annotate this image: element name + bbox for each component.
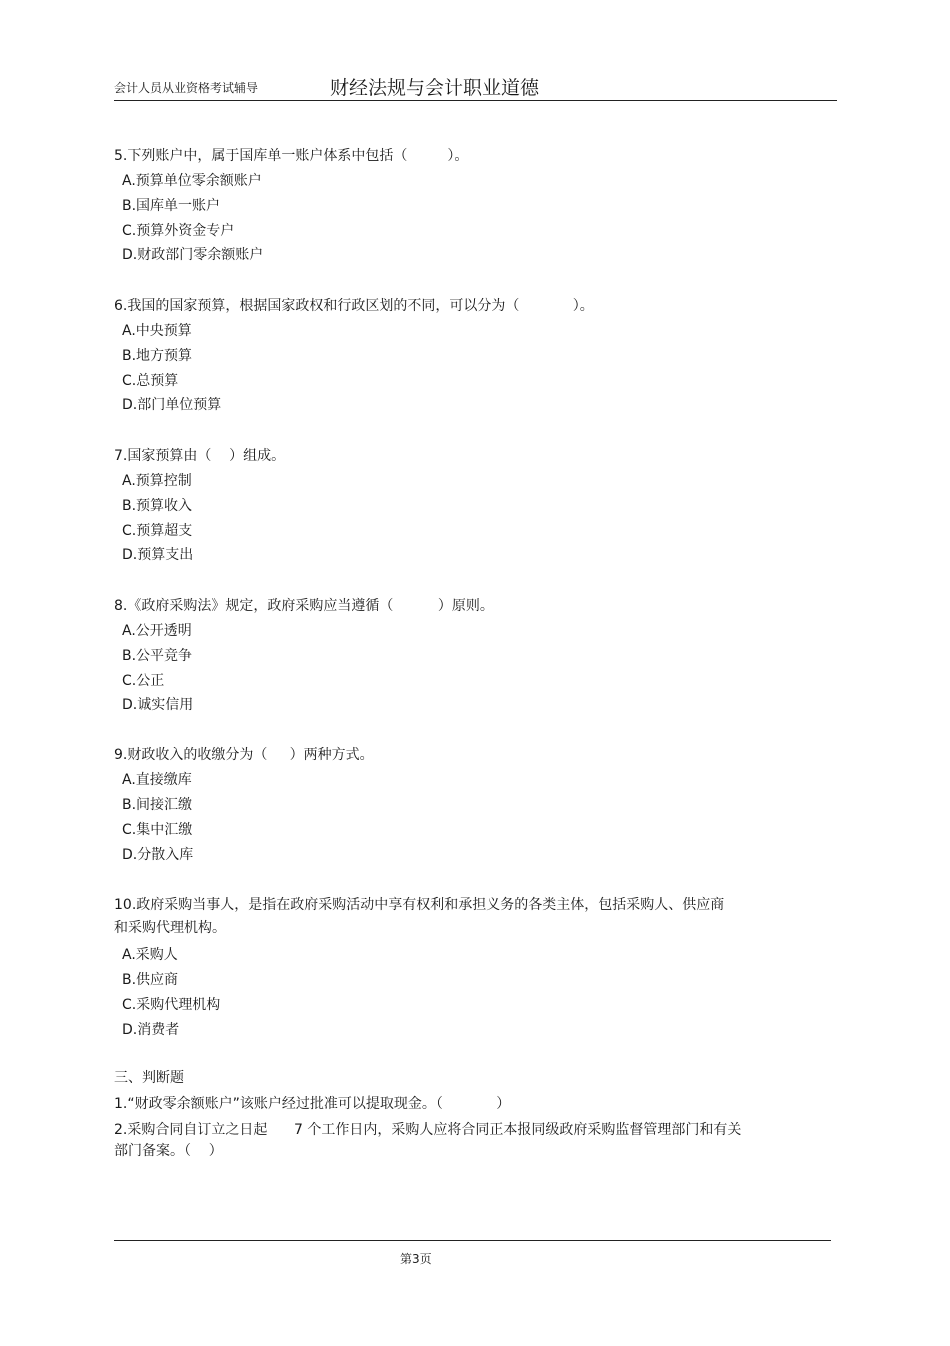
- question-option: C.公正: [122, 673, 165, 689]
- question-stem: 10.政府采购当事人，是指在政府采购活动中享有权利和承担义务的各类主体，包括采购人、供应商: [114, 897, 725, 913]
- header-subtitle: 会计人员从业资格考试辅导: [114, 81, 259, 95]
- question-option: A.公开透明: [122, 623, 192, 639]
- question-option: A.直接缴库: [122, 772, 192, 788]
- question-option: C.总预算: [122, 373, 179, 389]
- question-option: B.公平竞争: [122, 648, 193, 664]
- question-option: D.分散入库: [122, 847, 194, 863]
- footer-divider: [114, 1240, 831, 1241]
- question-option: C.预算超支: [122, 523, 193, 539]
- section-title: 三、判断题: [114, 1070, 184, 1086]
- question-stem-continued: 和采购代理机构。: [114, 920, 226, 936]
- question-stem: 7.国家预算由（ ）组成。: [114, 448, 286, 464]
- question-stem: 6.我国的国家预算，根据国家政权和行政区划的不同，可以分为（ ）。: [114, 298, 594, 314]
- true-false-question: 2.采购合同自订立之日起 7 个工作日内，采购人应将合同正本报同级政府采购监督管理部门和有关: [114, 1122, 742, 1138]
- question-option: D.财政部门零余额账户: [122, 247, 264, 263]
- question-option: D.诚实信用: [122, 697, 194, 713]
- question-option: C.预算外资金专户: [122, 223, 235, 239]
- question-option: B.地方预算: [122, 348, 193, 364]
- question-stem: 9.财政收入的收缴分为（ ）两种方式。: [114, 747, 374, 763]
- question-option: B.间接汇缴: [122, 797, 193, 813]
- question-option: D.预算支出: [122, 547, 194, 563]
- question-option: B.国库单一账户: [122, 198, 221, 214]
- question-option: D.消费者: [122, 1022, 180, 1038]
- question-option: A.采购人: [122, 947, 178, 963]
- question-option: D.部门单位预算: [122, 397, 222, 413]
- question-option: A.预算单位零余额账户: [122, 173, 262, 189]
- question-stem: 5.下列账户中，属于国库单一账户体系中包括（ ）。: [114, 148, 469, 164]
- question-option: B.预算收入: [122, 498, 193, 514]
- page-number: 第3页: [400, 1252, 432, 1266]
- true-false-question: 1.“财政零余额账户”该账户经过批准可以提取现金。（ ）: [114, 1096, 511, 1112]
- question-stem: 8.《政府采购法》规定，政府采购应当遵循（ ）原则。: [114, 598, 494, 614]
- question-option: C.集中汇缴: [122, 822, 193, 838]
- question-option: B.供应商: [122, 972, 179, 988]
- question-option: A.预算控制: [122, 473, 192, 489]
- question-option: A.中央预算: [122, 323, 192, 339]
- question-option: C.采购代理机构: [122, 997, 221, 1013]
- true-false-question-continued: 部门备案。（ ）: [114, 1143, 223, 1159]
- header-divider: [114, 100, 837, 101]
- header-title: 财经法规与会计职业道德: [330, 77, 540, 99]
